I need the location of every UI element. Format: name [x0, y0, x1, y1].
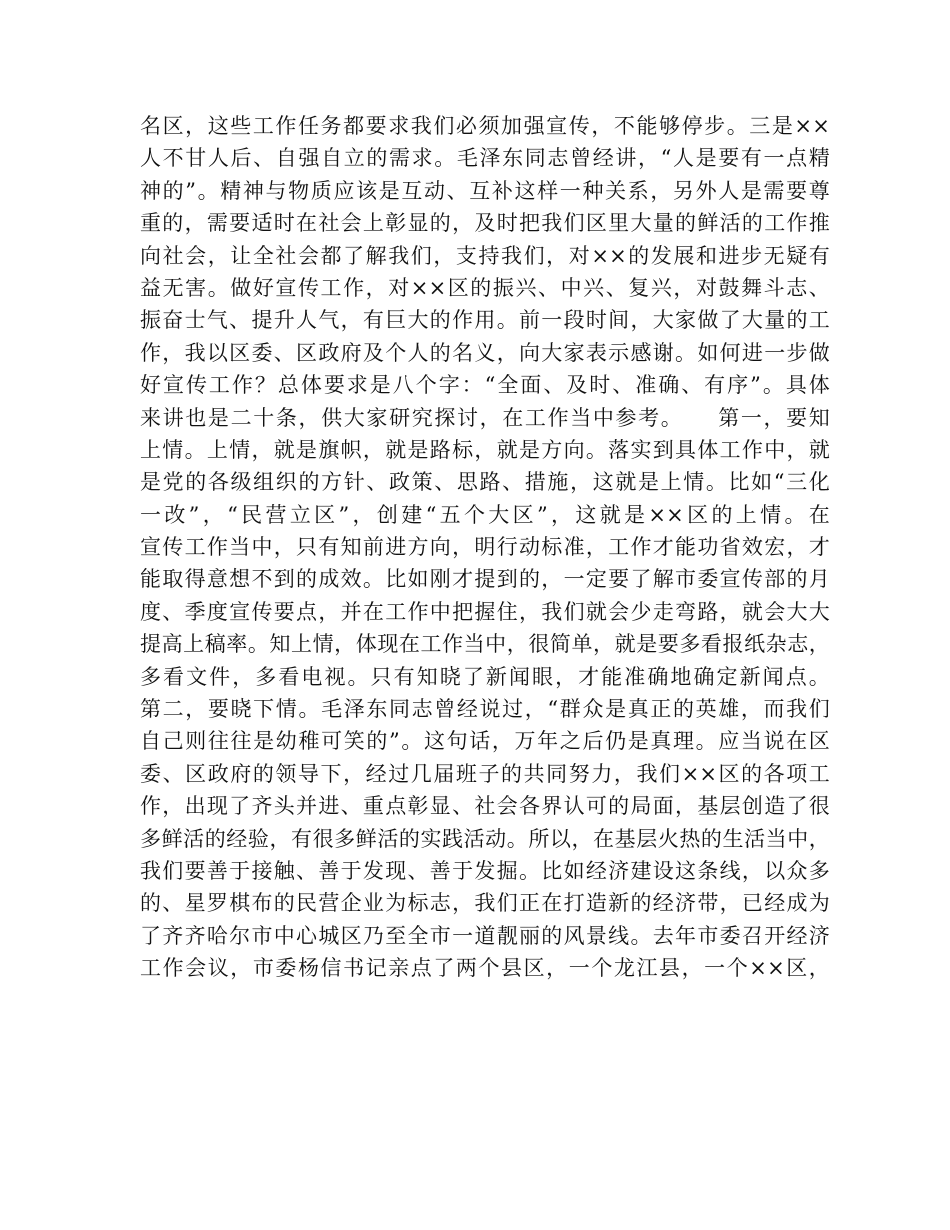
text-line: 委、区政府的领导下，经过几届班子的共同努力，我们××区的各项工 — [140, 761, 830, 786]
text-line: 度、季度宣传要点，并在工作中把握住，我们就会少走弯路，就会大大 — [140, 599, 830, 624]
text-line: 向社会，让全社会都了解我们，支持我们，对××的发展和进步无疑有 — [140, 243, 830, 268]
text-line: 工作会议，市委杨信书记亲点了两个县区，一个龙江县，一个××区， — [140, 956, 830, 981]
text-line: 一改”，“民营立区”，创建“五个大区”，这就是××区的上情。在 — [140, 502, 830, 527]
text-line: 我们要善于接触、善于发现、善于发掘。比如经济建设这条线，以众多 — [140, 858, 830, 883]
text-line: 自己则往往是幼稚可笑的”。这句话，万年之后仍是真理。应当说在区 — [140, 729, 830, 754]
text-line: 振奋士气、提升人气，有巨大的作用。前一段时间，大家做了大量的工 — [140, 308, 830, 333]
body-text — [140, 110, 830, 985]
text-line: 了齐齐哈尔市中心城区乃至全市一道靓丽的风景线。去年市委召开经济 — [140, 923, 830, 948]
text-line: 能取得意想不到的成效。比如刚才提到的，一定要了解市委宣传部的月 — [140, 567, 830, 592]
text-line: 多看文件，多看电视。只有知晓了新闻眼，才能准确地确定新闻点。 — [140, 664, 830, 689]
text-line: 神的”。精神与物质应该是互动、互补这样一种关系，另外人是需要尊 — [140, 178, 830, 203]
text-line: 提高上稿率。知上情，体现在工作当中，很简单，就是要多看报纸杂志， — [140, 632, 830, 657]
text-line: 第二，要晓下情。毛泽东同志曾经说过，“群众是真正的英雄，而我们 — [140, 697, 830, 722]
text-line: 来讲也是二十条，供大家研究探讨，在工作当中参考。 第一，要知 — [140, 405, 830, 430]
text-line: 益无害。做好宣传工作，对××区的振兴、中兴、复兴，对鼓舞斗志、 — [140, 275, 830, 300]
text-line: 人不甘人后、自强自立的需求。毛泽东同志曾经讲，“人是要有一点精 — [140, 146, 830, 171]
text-line: 宣传工作当中，只有知前进方向，明行动标准，工作才能功省效宏，才 — [140, 535, 830, 560]
text-line: 名区，这些工作任务都要求我们必须加强宣传，不能够停步。三是×× — [140, 114, 830, 138]
text-line: 作，我以区委、区政府及个人的名义，向大家表示感谢。如何进一步做 — [140, 340, 830, 365]
text-line: 好宣传工作？总体要求是八个字：“全面、及时、准确、有序”。具体 — [140, 373, 830, 398]
text-line: 的、星罗棋布的民营企业为标志，我们正在打造新的经济带，已经成为 — [140, 891, 830, 916]
text-line: 是党的各级组织的方针、政策、思路、措施，这就是上情。比如“三化 — [140, 470, 830, 495]
text-line: 多鲜活的经验，有很多鲜活的实践活动。所以，在基层火热的生活当中， — [140, 826, 830, 851]
text-line: 重的，需要适时在社会上彰显的，及时把我们区里大量的鲜活的工作推 — [140, 211, 830, 236]
text-line: 上情。上情，就是旗帜，就是路标，就是方向。落实到具体工作中，就 — [140, 437, 830, 462]
text-line: 作，出现了齐头并进、重点彰显、社会各界认可的局面，基层创造了很 — [140, 794, 830, 819]
